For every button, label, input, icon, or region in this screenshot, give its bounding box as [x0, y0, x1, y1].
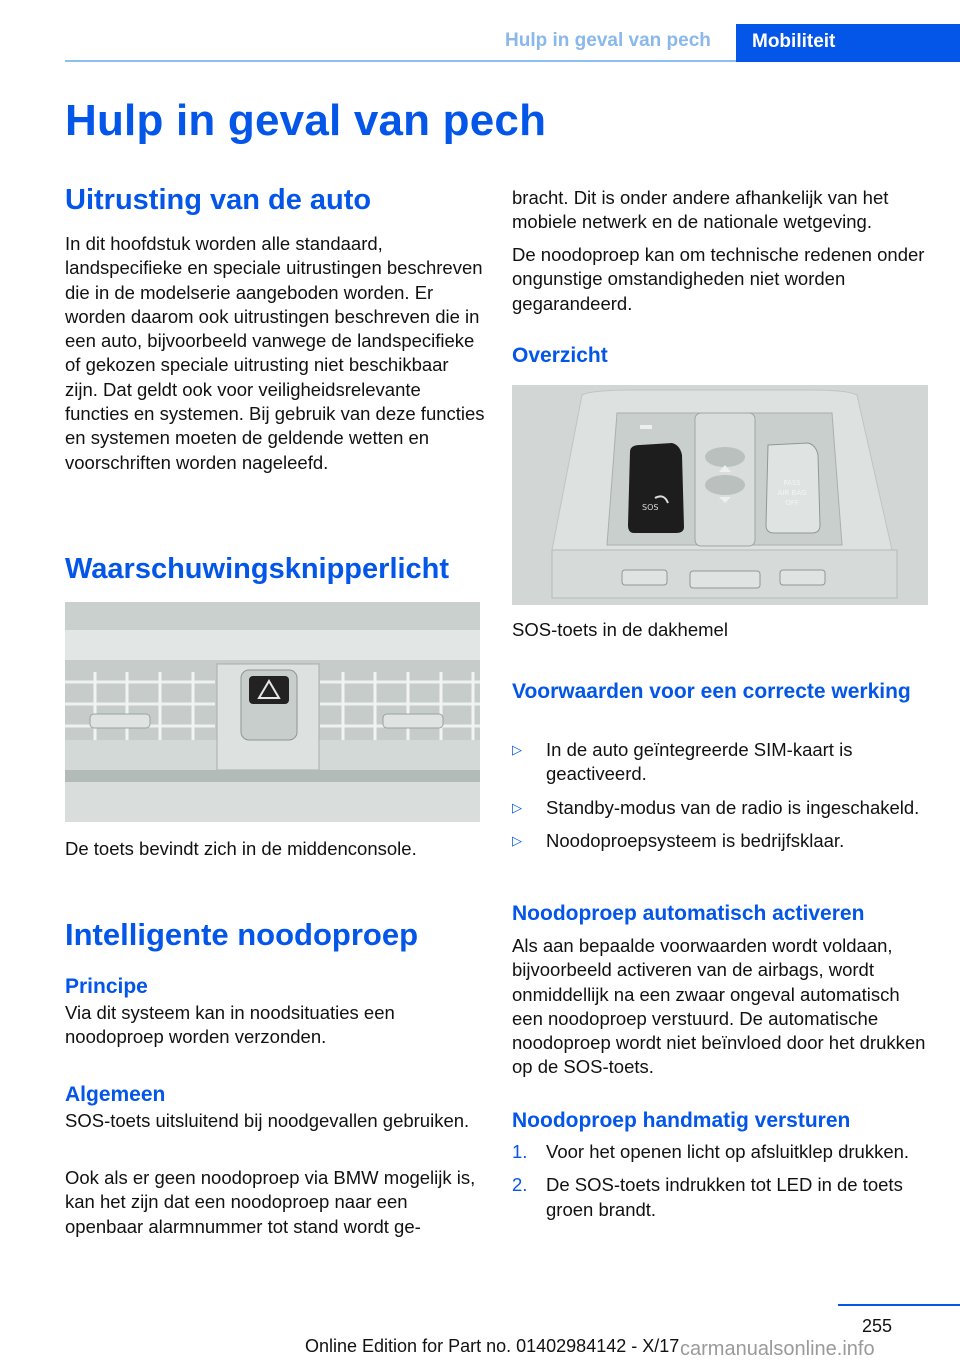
list-item: ▷ In de auto geïntegreerde SIM-kaart is geactiveerd.: [512, 739, 853, 785]
heading-algemeen: Algemeen: [65, 1083, 166, 1106]
page-number: 255: [862, 1316, 893, 1336]
step-number: 1.: [512, 1141, 528, 1162]
triangle-bullet-icon: ▷: [512, 832, 522, 848]
sos-button-figure: [512, 385, 928, 605]
heading-noodoproep: Intelligente noodoproep: [65, 917, 419, 952]
heading-handmatig: Noodoproep handmatig versturen: [512, 1109, 851, 1132]
hazard-console-illustration: [65, 602, 480, 822]
paragraph-continued-1: bracht. Dit is onder andere afhankelijk van het mobiele netwerk en de nationale wetgeving.: [512, 187, 889, 233]
heading-uitrusting: Uitrusting van de auto: [65, 184, 372, 216]
header-rule: [65, 60, 737, 62]
list-item: 1. Voor het openen licht op afsluitklep drukken.: [512, 1140, 932, 1164]
svg-text:AIR BAG: AIR BAG: [777, 489, 807, 497]
triangle-bullet-icon: ▷: [512, 742, 522, 757]
list-item: 2. De SOS-toets indrukken tot LED in de toets groen brandt.: [512, 1174, 903, 1220]
chapter-tab-label: Mobiliteit: [752, 31, 836, 52]
footer-edition: Online Edition for Part no. 01402984142 - X/17: [305, 1336, 680, 1356]
paragraph-algemeen-1: SOS-toets uitsluitend bij noodgevallen gebruiken.: [65, 1110, 470, 1131]
svg-text:SOS: SOS: [642, 503, 659, 512]
chapter-tab[interactable]: [736, 24, 960, 62]
caption-hazard: De toets bevindt zich in de middenconsole.: [65, 838, 417, 859]
header-section-title: Hulp in geval van pech: [505, 30, 711, 51]
page-title: Hulp in geval van pech: [65, 96, 547, 145]
step-number: 2.: [512, 1174, 528, 1196]
svg-text:PASS: PASS: [783, 479, 801, 487]
watermark: carmanualsonline.info: [680, 1338, 875, 1360]
heading-overzicht: Overzicht: [512, 344, 608, 367]
heading-voorwaarden: Voorwaarden voor een correcte werking: [512, 680, 911, 703]
heading-waarschuwing: Waarschuwingsknipperlicht: [65, 553, 450, 585]
list-item: ▷ Noodoproepsysteem is bedrijfsklaar.: [512, 829, 932, 853]
heading-principe: Principe: [65, 975, 148, 998]
conditions-list: [512, 738, 932, 862]
list-item: ▷ Standby-modus van de radio is ingeschakeld.: [512, 796, 932, 820]
paragraph-uitrusting: In dit hoofdstuk worden alle standaard, landspecifieke en speciale uitrustingen beschreven die in de modelserie aangeboden worden. Er worden daarom ook uitrustingen beschreven die in een auto, bijvoorbeeld vanwege de landspecifieke of gekozen speciale uitrusting niet beschikbaar zijn. Dat geldt ook voor veiligheidsrelevante functies en systemen. Bij gebruik van deze functies en systemen moeten de geldende wetten en voorschriften worden nageleefd.: [65, 233, 485, 473]
triangle-bullet-icon: ▷: [512, 799, 522, 815]
hazard-button-figure: [65, 602, 480, 822]
paragraph-automatisch: Als aan bepaalde voorwaarden wordt voldaan, bijvoorbeeld activeren van de airbags, wordt onmiddellijk na een zwaar ongeval automatisch een noodoproep verstuurd. De automatische noodoproep wordt niet beïnvloed door het drukken op de SOS-toets.: [512, 935, 926, 1078]
paragraph-algemeen-2: Ook als er geen noodoproep via BMW mogelijk is, kan het zijn dat een noodoproep naar een openbaar alarmnummer tot stand wordt ge-: [65, 1167, 476, 1237]
roof-console-illustration: [512, 385, 928, 605]
caption-sos: SOS-toets in de dakhemel: [512, 619, 728, 640]
manual-steps-list: [512, 1140, 932, 1231]
paragraph-principe: Via dit systeem kan in noodsituaties een noodoproep worden verzonden.: [65, 1002, 395, 1048]
heading-automatisch: Noodoproep automatisch activeren: [512, 902, 865, 925]
paragraph-continued-2: De noodoproep kan om technische redenen onder ongunstige omstandigheden niet worden gegarandeerd.: [512, 244, 925, 314]
footer-rule: [838, 1304, 960, 1306]
svg-text:OFF: OFF: [785, 499, 799, 507]
